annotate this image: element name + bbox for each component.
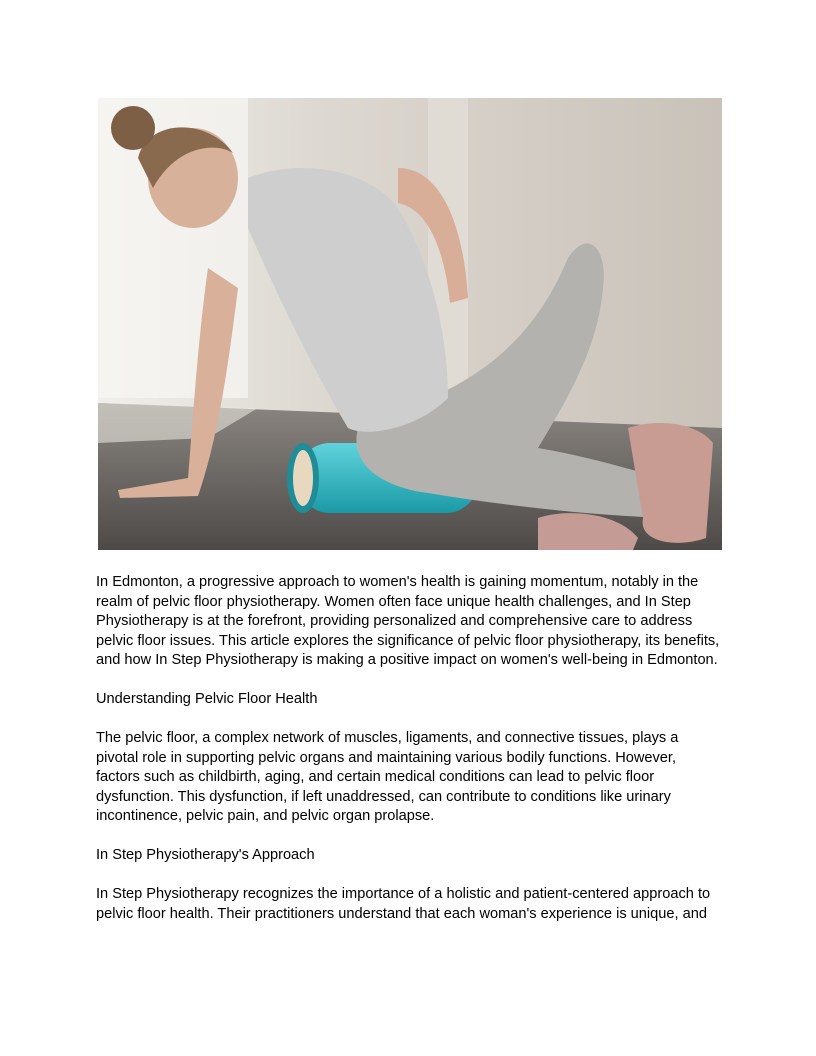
section-heading-understanding: Understanding Pelvic Floor Health	[96, 691, 318, 707]
article-body	[96, 573, 720, 944]
pelvic-floor-paragraph: The pelvic floor, a complex network of muscles, ligaments, and connective tissues, plays a pivotal role in supporting pelvic organs and maintaining various bodily functions. However, factors such as childbirth, aging, and certain medical conditions can lead to pelvic floor dysfunction. This dysfunction, if left unaddressed, can contribute to conditions like urinary incontinence, pelvic pain, and pelvic organ prolapse.	[96, 730, 679, 824]
intro-paragraph: In Edmonton, a progressive approach to women's health is gaining momentum, notably in the realm of pelvic floor physiotherapy. Women often face unique health challenges, and In Step Physiotherapy is at the forefront, providing personalized and comprehensive care to address pelvic floor issues. This article explores the significance of pelvic floor physiotherapy, its benefits, and how In Step Physiotherapy is making a positive impact on women's well-being in Edmonton.	[96, 574, 720, 668]
approach-paragraph: In Step Physiotherapy recognizes the importance of a holistic and patient-centered approach to pelvic floor health. Their practitioners understand that each woman's experience is unique, and	[96, 886, 711, 922]
hero-photo-foam-roller-exercise	[98, 98, 722, 550]
section-heading-approach: In Step Physiotherapy's Approach	[96, 847, 315, 863]
